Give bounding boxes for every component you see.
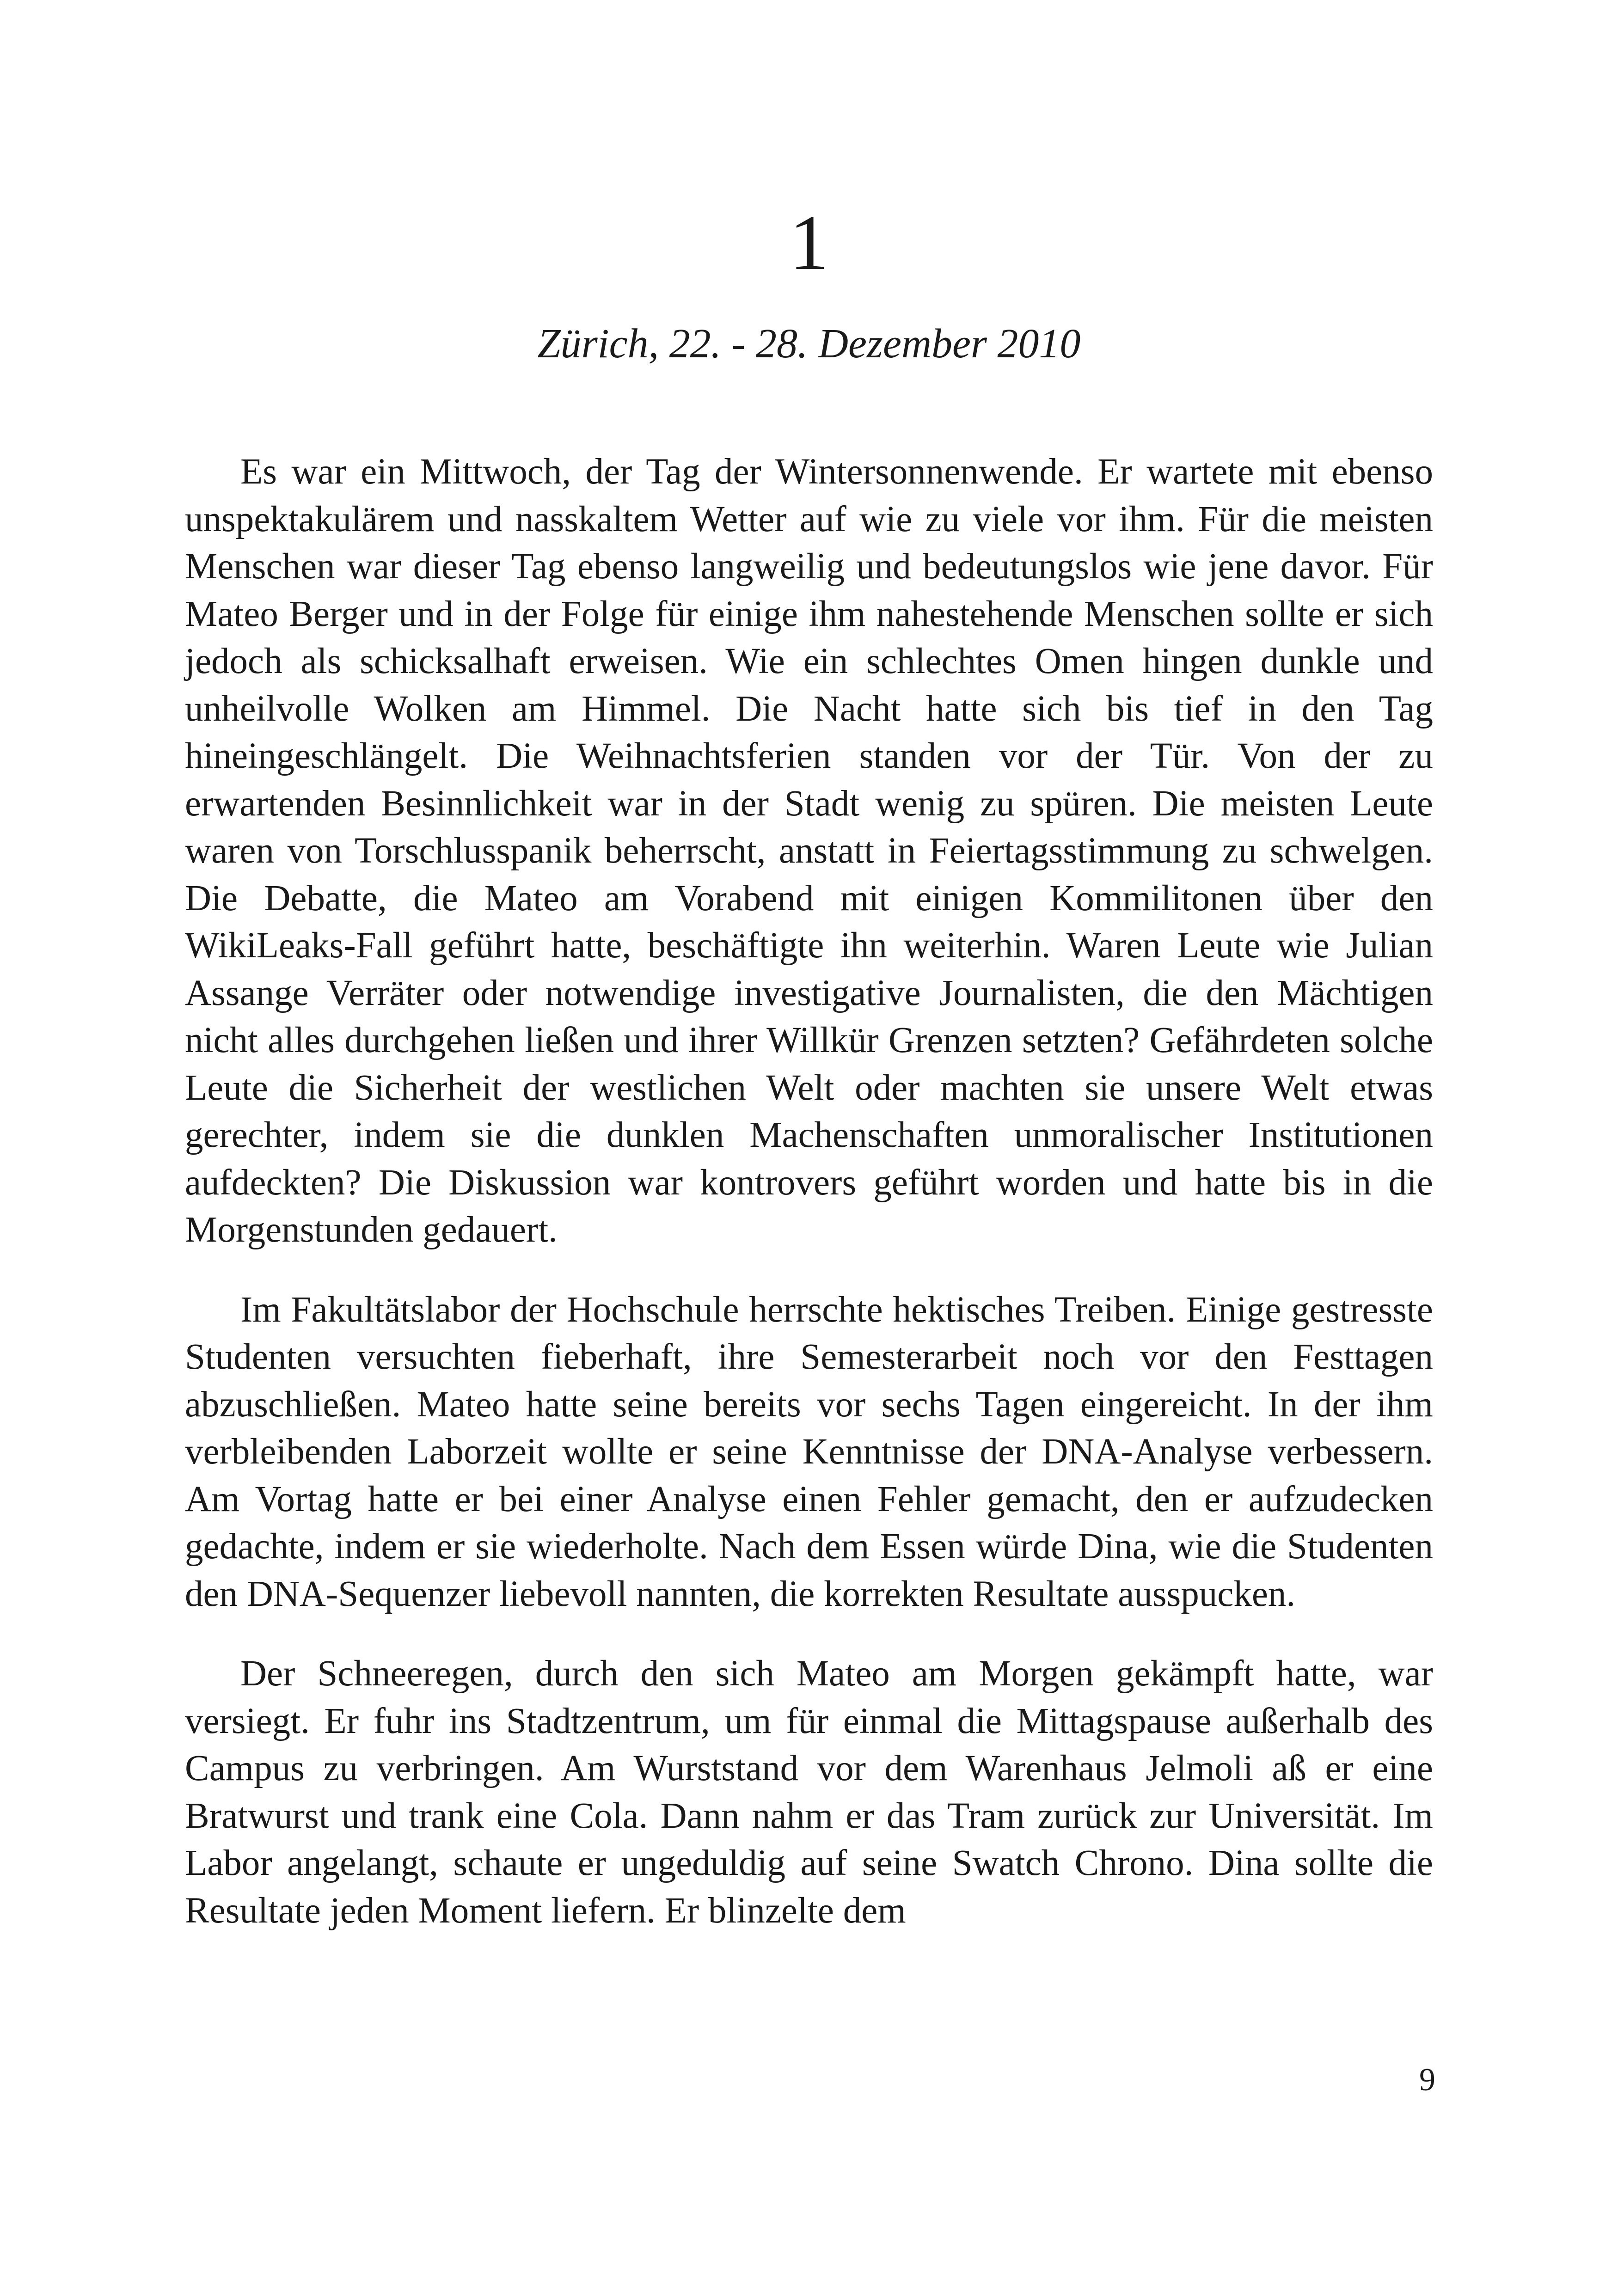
body-text <box>185 448 1433 1967</box>
chapter-number: 1 <box>789 199 829 286</box>
page-number: 9 <box>1419 2062 1435 2098</box>
chapter-subtitle: Zürich, 22. - 28. Dezember 2010 <box>537 321 1081 367</box>
paragraph: Es war ein Mittwoch, der Tag der Wintersonnenwende. Er wartete mit ebenso unspektakulärem und nasskaltem Wetter auf wie zu viele vor ihm. Für die meisten Menschen war dieser Tag ebenso langweilig und bedeutungslos wie jene davor. Für Mateo Berger und in der Folge für einige ihm nahestehende Menschen sollte er sich jedoch als schicksalhaft erweisen. Wie ein schlechtes Omen hingen dunkle und unheilvolle Wolken am Himmel. Die Nacht hatte sich bis tief in den Tag hineingeschlängelt. Die Weihnachtsferien standen vor der Tür. Von der zu erwartenden Besinnlichkeit war in der Stadt wenig zu spüren. Die meisten Leute waren von Torschlusspanik beherrscht, anstatt in Feiertagsstimmung zu schwelgen. Die Debatte, die Mateo am Vorabend mit einigen Kommilitonen über den WikiLeaks-Fall geführt hatte, beschäftigte ihn weiterhin. Waren Leute wie Julian Assange Verräter oder notwendige investigative Journalisten, die den Mächtigen nicht alles durchgehen ließen und ihrer Willkür Grenzen setzten? Gefährdeten solche Leute die Sicherheit der westlichen Welt oder machten sie unsere Welt etwas gerechter, indem sie die dunklen Machenschaften unmoralischer Institutionen aufdeckten? Die Diskussion war kontrovers geführt worden und hatte bis in die Morgenstunden gedauert. <box>185 452 1433 1250</box>
paragraph: Der Schneeregen, durch den sich Mateo am Morgen gekämpft hatte, war versiegt. Er fuhr ins Stadtzentrum, um für einmal die Mittagspause außerhalb des Campus zu verbringen. Am Wurststand vor dem Warenhaus Jelmoli aß er eine Bratwurst und trank eine Cola. Dann nahm er das Tram zurück zur Universität. Im Labor angelangt, schaute er ungeduldig auf seine Swatch Chrono. Dina sollte die Resultate jeden Moment liefern. Er blinzelte dem <box>185 1653 1433 1931</box>
paragraph: Im Fakultätslabor der Hochschule herrschte hektisches Treiben. Einige gestresste Studenten versuchten fieberhaft, ihre Semesterarbeit noch vor den Festtagen abzuschließen. Mateo hatte seine bereits vor sechs Tagen eingereicht. In der ihm verbleibenden Laborzeit wollte er seine Kenntnisse der DNA-Analyse verbessern. Am Vortag hatte er bei einer Analyse einen Fehler gemacht, den er aufzudecken gedachte, indem er sie wiederholte. Nach dem Essen würde Dina, wie die Studenten den DNA-Sequenzer liebevoll nannten, die korrekten Resultate ausspucken. <box>185 1289 1433 1614</box>
